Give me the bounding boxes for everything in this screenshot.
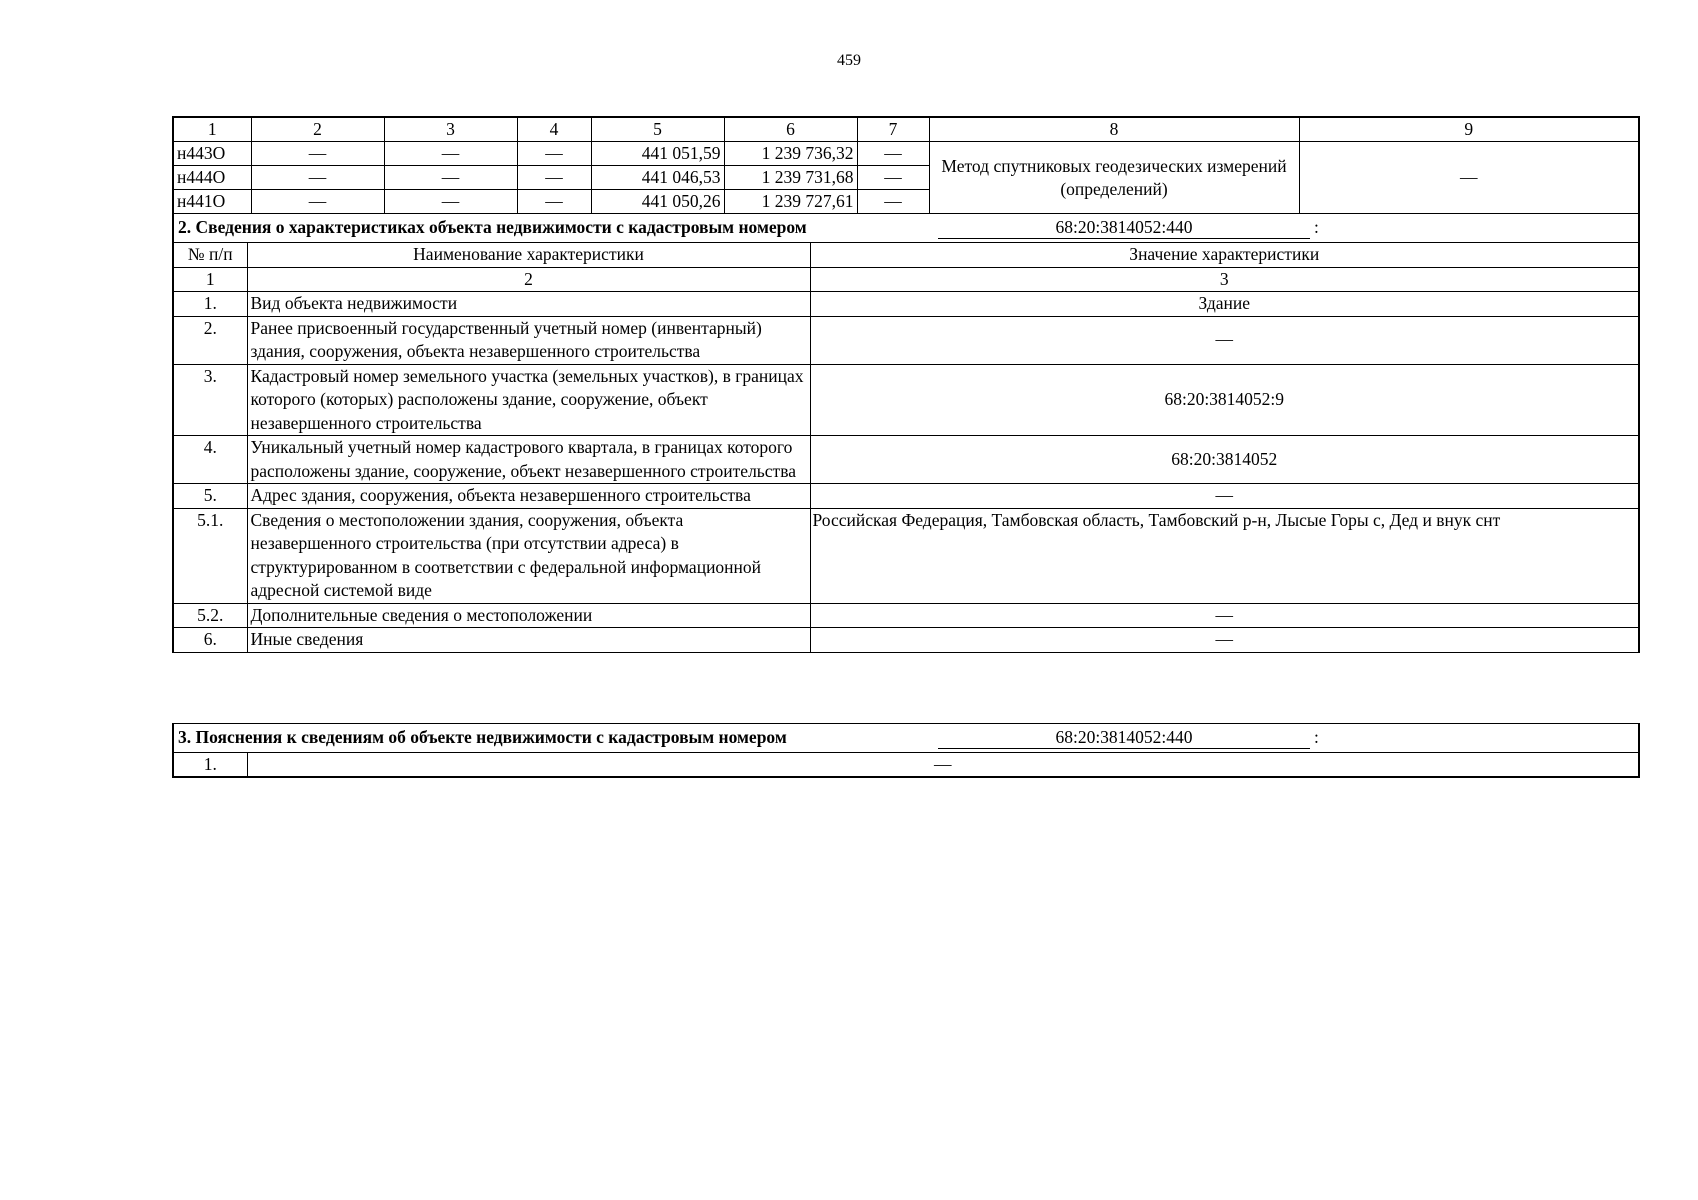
characteristic-name: Вид объекта недвижимости xyxy=(247,292,810,317)
column-header: 2 xyxy=(251,117,384,142)
table-cell: — xyxy=(251,190,384,214)
table-row xyxy=(173,628,1639,653)
table-row xyxy=(173,484,1639,509)
section-title: 3. Пояснения к сведениям об объекте недвижимости с кадастровым номером xyxy=(178,727,787,747)
coordinate-x: 441 050,26 xyxy=(591,190,724,214)
point-name: н443О xyxy=(173,142,251,166)
column-index: 2 xyxy=(247,267,810,292)
page-number: 459 xyxy=(837,52,861,69)
table-row xyxy=(173,753,1639,778)
characteristic-value: Российская Федерация, Тамбовская область, Тамбовский р-н, Лысые Горы с, Дед и внук снт xyxy=(810,508,1639,603)
column-index: 1 xyxy=(173,267,247,292)
table-row xyxy=(173,436,1639,484)
characteristics-table xyxy=(172,213,1640,653)
colon: : xyxy=(1314,217,1319,237)
table-row xyxy=(173,316,1639,364)
index-row xyxy=(173,267,1639,292)
table-row xyxy=(173,603,1639,628)
column-header: Значение характеристики xyxy=(810,243,1639,268)
characteristic-name: Адрес здания, сооружения, объекта незавершенного строительства xyxy=(247,484,810,509)
row-number: 4. xyxy=(173,436,247,484)
cadastral-number: 68:20:3814052:440 xyxy=(938,726,1310,749)
table-cell: — xyxy=(857,190,929,214)
column-header: 8 xyxy=(929,117,1299,142)
row-number: 2. xyxy=(173,316,247,364)
characteristic-value: — xyxy=(810,484,1639,509)
characteristic-value: — xyxy=(810,316,1639,364)
table-cell: — xyxy=(517,166,591,190)
characteristic-name: Сведения о местоположении здания, сооружения, объекта незавершенного строительства (при отсутствии адреса) в структурированном в соответствии с федеральной информационной адресной системой виде xyxy=(247,508,810,603)
table-row xyxy=(173,508,1639,603)
table-row xyxy=(173,364,1639,436)
row-number: 1. xyxy=(173,753,247,778)
table-cell: — xyxy=(517,142,591,166)
table-cell: — xyxy=(384,190,517,214)
cadastral-number: 68:20:3814052:440 xyxy=(938,216,1310,239)
column-header: 3 xyxy=(384,117,517,142)
point-name: н444О xyxy=(173,166,251,190)
section-title: 2. Сведения о характеристиках объекта недвижимости с кадастровым номером xyxy=(178,217,807,237)
coordinate-y: 1 239 736,32 xyxy=(724,142,857,166)
row-number: 6. xyxy=(173,628,247,653)
colon: : xyxy=(1314,727,1319,747)
section-heading xyxy=(173,214,1639,243)
coordinate-x: 441 051,59 xyxy=(591,142,724,166)
section-heading xyxy=(173,724,1639,753)
characteristic-name: Уникальный учетный номер кадастрового квартала, в границах которого расположены здание, сооружение, объект незавершенного строительства xyxy=(247,436,810,484)
row-number: 1. xyxy=(173,292,247,317)
characteristic-value: — xyxy=(810,628,1639,653)
coordinates-header-row xyxy=(173,117,1639,142)
row-number: 3. xyxy=(173,364,247,436)
point-name: н441О xyxy=(173,190,251,214)
column-header: 4 xyxy=(517,117,591,142)
column-header: 7 xyxy=(857,117,929,142)
table-cell: — xyxy=(384,166,517,190)
header-row xyxy=(173,243,1639,268)
table-cell: — xyxy=(517,190,591,214)
column-header: Наименование характеристики xyxy=(247,243,810,268)
table-row xyxy=(173,292,1639,317)
coordinate-y: 1 239 731,68 xyxy=(724,166,857,190)
column-header: 6 xyxy=(724,117,857,142)
characteristic-value: Здание xyxy=(810,292,1639,317)
table-row xyxy=(173,142,1639,166)
coordinates-table xyxy=(172,116,1640,214)
section-heading-row xyxy=(173,214,1639,243)
characteristic-name: Ранее присвоенный государственный учетный номер (инвентарный) здания, сооружения, объекта незавершенного строительства xyxy=(247,316,810,364)
row-number: 5.2. xyxy=(173,603,247,628)
table-cell: — xyxy=(857,142,929,166)
table-cell: — xyxy=(251,142,384,166)
column-index: 3 xyxy=(810,267,1639,292)
coordinate-x: 441 046,53 xyxy=(591,166,724,190)
table-cell: — xyxy=(384,142,517,166)
column-header: 1 xyxy=(173,117,251,142)
column-header: 9 xyxy=(1299,117,1639,142)
explanation-value: — xyxy=(247,753,1639,778)
table-cell: — xyxy=(251,166,384,190)
table-cell: — xyxy=(857,166,929,190)
characteristic-name: Кадастровый номер земельного участка (земельных участков), в границах которого (которых) расположены здание, сооружение, объект незавершенного строительства xyxy=(247,364,810,436)
coordinate-y: 1 239 727,61 xyxy=(724,190,857,214)
table-cell: — xyxy=(1299,142,1639,214)
method-cell: Метод спутниковых геодезических измерений (определений) xyxy=(929,142,1299,214)
explanations-table xyxy=(172,723,1640,778)
characteristic-name: Иные сведения xyxy=(247,628,810,653)
characteristic-value: 68:20:3814052:9 xyxy=(810,364,1639,436)
row-number: 5.1. xyxy=(173,508,247,603)
column-header: 5 xyxy=(591,117,724,142)
characteristic-value: 68:20:3814052 xyxy=(810,436,1639,484)
characteristic-name: Дополнительные сведения о местоположении xyxy=(247,603,810,628)
column-header: № п/п xyxy=(173,243,247,268)
section-heading-row xyxy=(173,724,1639,753)
characteristic-value: — xyxy=(810,603,1639,628)
row-number: 5. xyxy=(173,484,247,509)
